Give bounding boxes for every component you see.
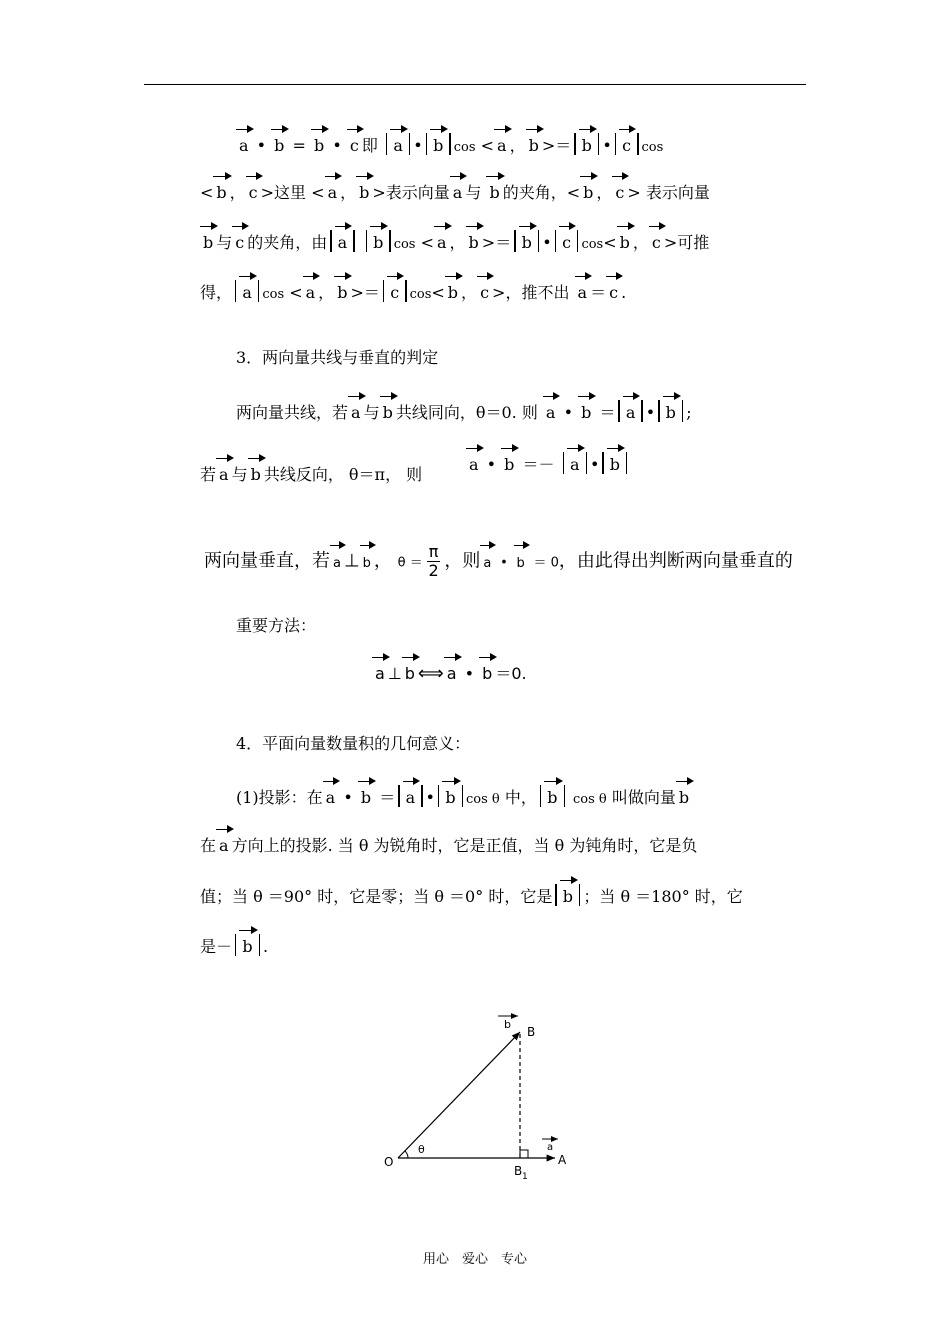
page-footer: 用心 爱心 专心 [422,1252,527,1267]
label-O: O [384,1155,394,1169]
vector-a: a [237,134,251,158]
vector-b: b [431,134,445,158]
text-line: 是－ b . [200,934,268,959]
text-line: < b ， c >这里 < a ， b >表示向量 a 与 b 的夹角，< b ， c > 表示向量 [200,181,710,205]
fraction: $\frac{\pi}{2}$ [428,542,439,580]
label-B1: B [514,1164,523,1178]
vector-b: b [312,134,326,158]
section-heading: 4．平面向量数量积的几何意义： [236,734,471,753]
label-theta: θ [418,1143,425,1156]
text-line: 若 a 与 b 共线反向， θ＝π， 则 [200,463,422,487]
text-line: 重要方法： [236,616,317,635]
header-rule [144,84,806,85]
text-line: 在 a 方向上的投影. 当 θ 为锐角时，它是正值，当 θ 为钝角时，它是负 [200,834,697,858]
text-line: 得， a cos < a ， b >＝ c cos< b ， c >，推不出 a ＝ c . [200,280,626,307]
vector-c: c [348,134,361,158]
projection-diagram [370,1000,590,1190]
right-angle-marker [520,1150,528,1158]
vector-b: b [272,134,286,158]
text-line: 两向量共线，若 a 与 b 共线同向，θ＝0. 则 a • b ＝ a • b ; [236,400,692,425]
text-line: 两向量垂直，若 a ⊥ b ， θ ＝ $\frac{\pi}{2}$ ，则 a • b ＝ 0，由此得出判断两向量垂直的 [204,542,793,580]
label-b-vector: b [504,1018,511,1031]
text-line: b 与 c 的夹角，由 a b cos < a ， b >＝ b • c cos< b ， c >可推 [200,230,709,257]
label-A: A [558,1153,567,1167]
vector-a: a [391,134,405,158]
text-line: (1)投影：在 a • b ＝ a • b cos θ 中， b cos θ 叫做向量 b [236,785,692,812]
label-a-vector: a [547,1142,554,1153]
label-B1-subscript: 1 [522,1172,528,1182]
formula: a ⊥ b ⟺ a • b ＝0. [372,662,527,686]
text-line: 值；当 θ ＝90° 时，它是零；当 θ ＝0° 时，它是 b ；当 θ ＝180° 时，它 [200,884,743,909]
formula: a • b ＝－ a • b [466,452,630,477]
text-line: a • b = b • c 即 a • b cos < a ， b >＝ b • c cos [236,133,663,160]
angle-arc [405,1151,408,1158]
section-heading: 3．两向量共线与垂直的判定 [236,348,439,367]
vector-ob-line [398,1032,520,1158]
label-B: B [527,1025,536,1039]
